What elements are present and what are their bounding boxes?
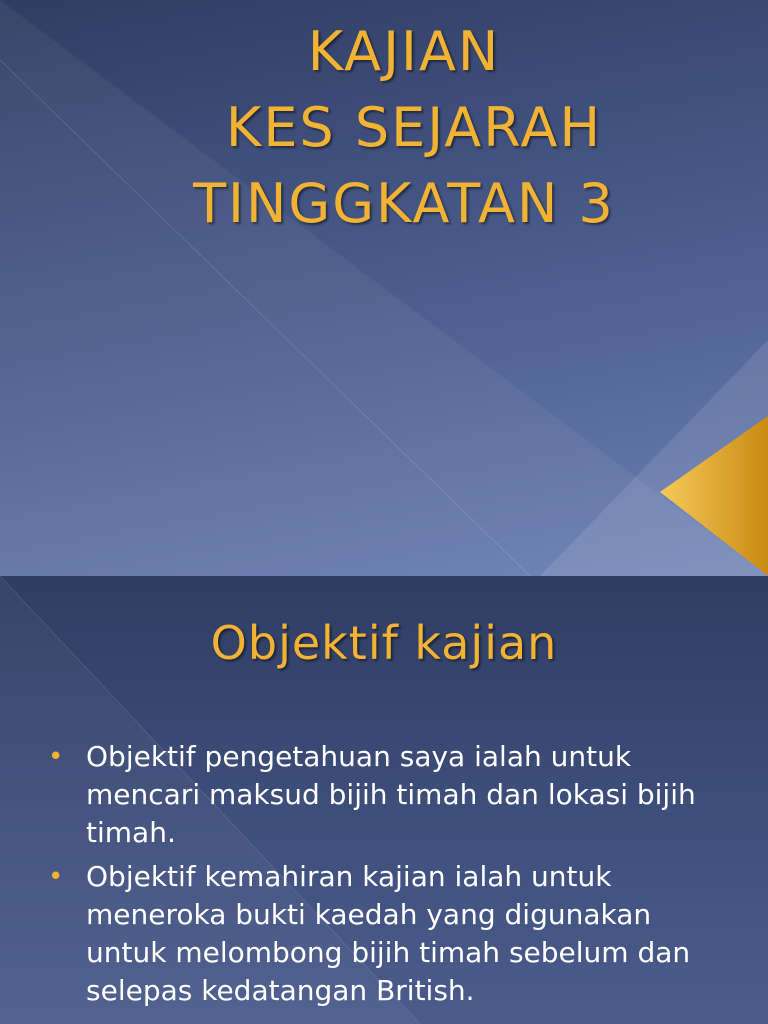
slide-2 [0,576,768,1024]
bullet-list [48,738,738,1016]
title-line-1: KAJIAN [307,20,501,83]
bullet-icon: • [48,742,64,772]
title-line-3: TINGGKATAN 3 [193,172,615,235]
bullet-item [48,738,738,852]
bullet-item [48,858,738,1010]
bullet-icon: • [48,862,64,892]
slide-2-title: Objektif kajian [210,616,558,670]
bullet-text: Objektif kemahiran kajian ialah untuk meneroka bukti kaedah yang digunakan untuk melombong bijih timah sebelum dan selepas kedatangan British. [86,860,691,1007]
bullet-text: Objektif pengetahuan saya ialah untuk mencari maksud bijih timah dan lokasi bijih timah. [86,740,696,849]
slide-1-title [0,14,768,242]
title-line-2: KES SEJARAH [225,96,603,159]
